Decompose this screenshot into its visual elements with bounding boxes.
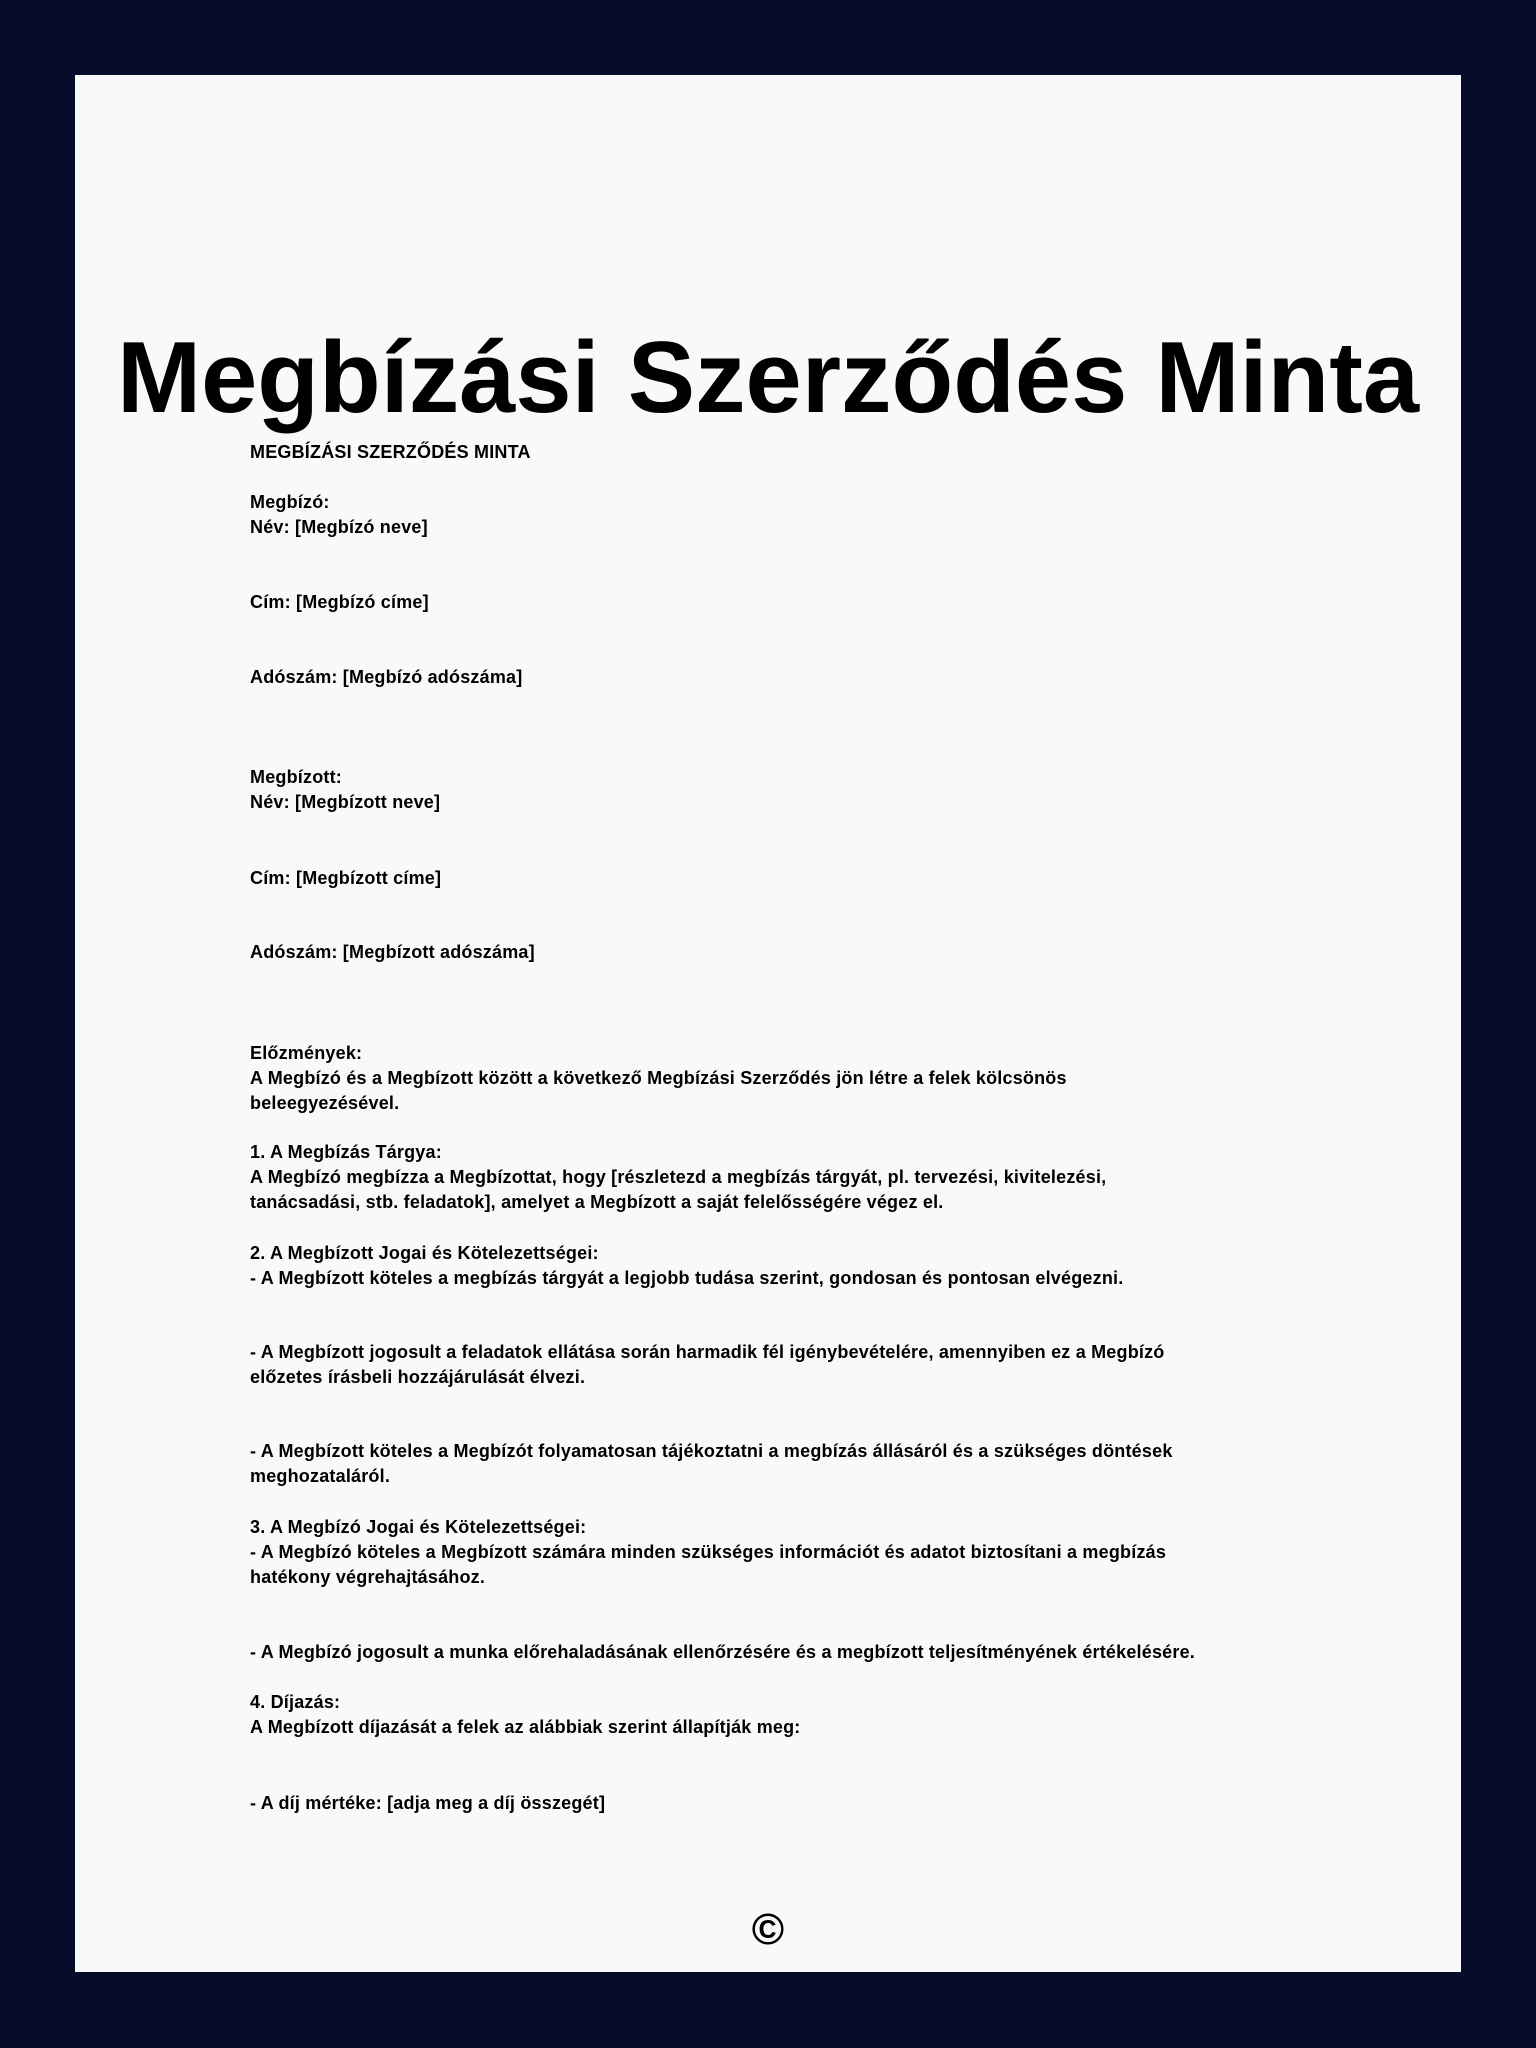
document-line: 1. A Megbízás Tárgya: — [250, 1142, 442, 1162]
document-line: Név: [Megbízott neve] — [250, 792, 441, 812]
document-line: Előzmények: — [250, 1043, 363, 1063]
document-line: Cím: [Megbízott címe] — [250, 868, 442, 888]
document-line: 2. A Megbízott Jogai és Kötelezettségei: — [250, 1243, 599, 1263]
document-line: beleegyezésével. — [250, 1093, 400, 1113]
document-line: előzetes írásbeli hozzájárulását élvezi. — [250, 1367, 586, 1387]
document-line: Adószám: [Megbízó adószáma] — [250, 667, 523, 687]
document-title: Megbízási Szerződés Minta — [116, 322, 1420, 434]
document-line: A Megbízó megbízza a Megbízottat, hogy [részletezd a megbízás tárgyát, pl. tervezési, kivitelezési, — [250, 1167, 1107, 1187]
document-line: - A Megbízó köteles a Megbízott számára minden szükséges információt és adatot biztosítani a megbízás — [250, 1542, 1167, 1562]
copyright-icon: © — [751, 1905, 785, 1954]
document-line: meghozataláról. — [250, 1466, 391, 1486]
document-line: 3. A Megbízó Jogai és Kötelezettségei: — [250, 1517, 587, 1537]
document-line: - A díj mértéke: [adja meg a díj összegét] — [250, 1793, 606, 1813]
document-line: Megbízó: — [250, 492, 330, 512]
document-line: Adószám: [Megbízott adószáma] — [250, 942, 535, 962]
document-line: hatékony végrehajtásához. — [250, 1567, 486, 1587]
document-line: 4. Díjazás: — [250, 1692, 341, 1712]
document-line: - A Megbízó jogosult a munka előrehaladásának ellenőrzésére és a megbízott teljesítményének értékelésére. — [250, 1642, 1196, 1662]
document-line: - A Megbízott jogosult a feladatok ellátása során harmadik fél igénybevételére, amennyiben ez a Megbízó — [250, 1342, 1165, 1362]
document-line: tanácsadási, stb. feladatok], amelyet a Megbízott a saját felelősségére végez el. — [250, 1192, 944, 1212]
document-line: A Megbízó és a Megbízott között a következő Megbízási Szerződés jön létre a felek kölcsönös — [250, 1068, 1067, 1088]
document-line: Cím: [Megbízó címe] — [250, 592, 429, 612]
document-line: Név: [Megbízó neve] — [250, 517, 428, 537]
document-line: Megbízott: — [250, 767, 342, 787]
document-line: - A Megbízott köteles a Megbízót folyamatosan tájékoztatni a megbízás állásáról és a szükséges döntések — [250, 1441, 1173, 1461]
document-heading: MEGBÍZÁSI SZERZŐDÉS MINTA — [250, 442, 531, 462]
document-line: - A Megbízott köteles a megbízás tárgyát a legjobb tudása szerint, gondosan és pontosan elvégezni. — [250, 1268, 1124, 1288]
document-line: A Megbízott díjazását a felek az alábbiak szerint állapítják meg: — [250, 1717, 801, 1737]
document-page — [75, 75, 1461, 1972]
